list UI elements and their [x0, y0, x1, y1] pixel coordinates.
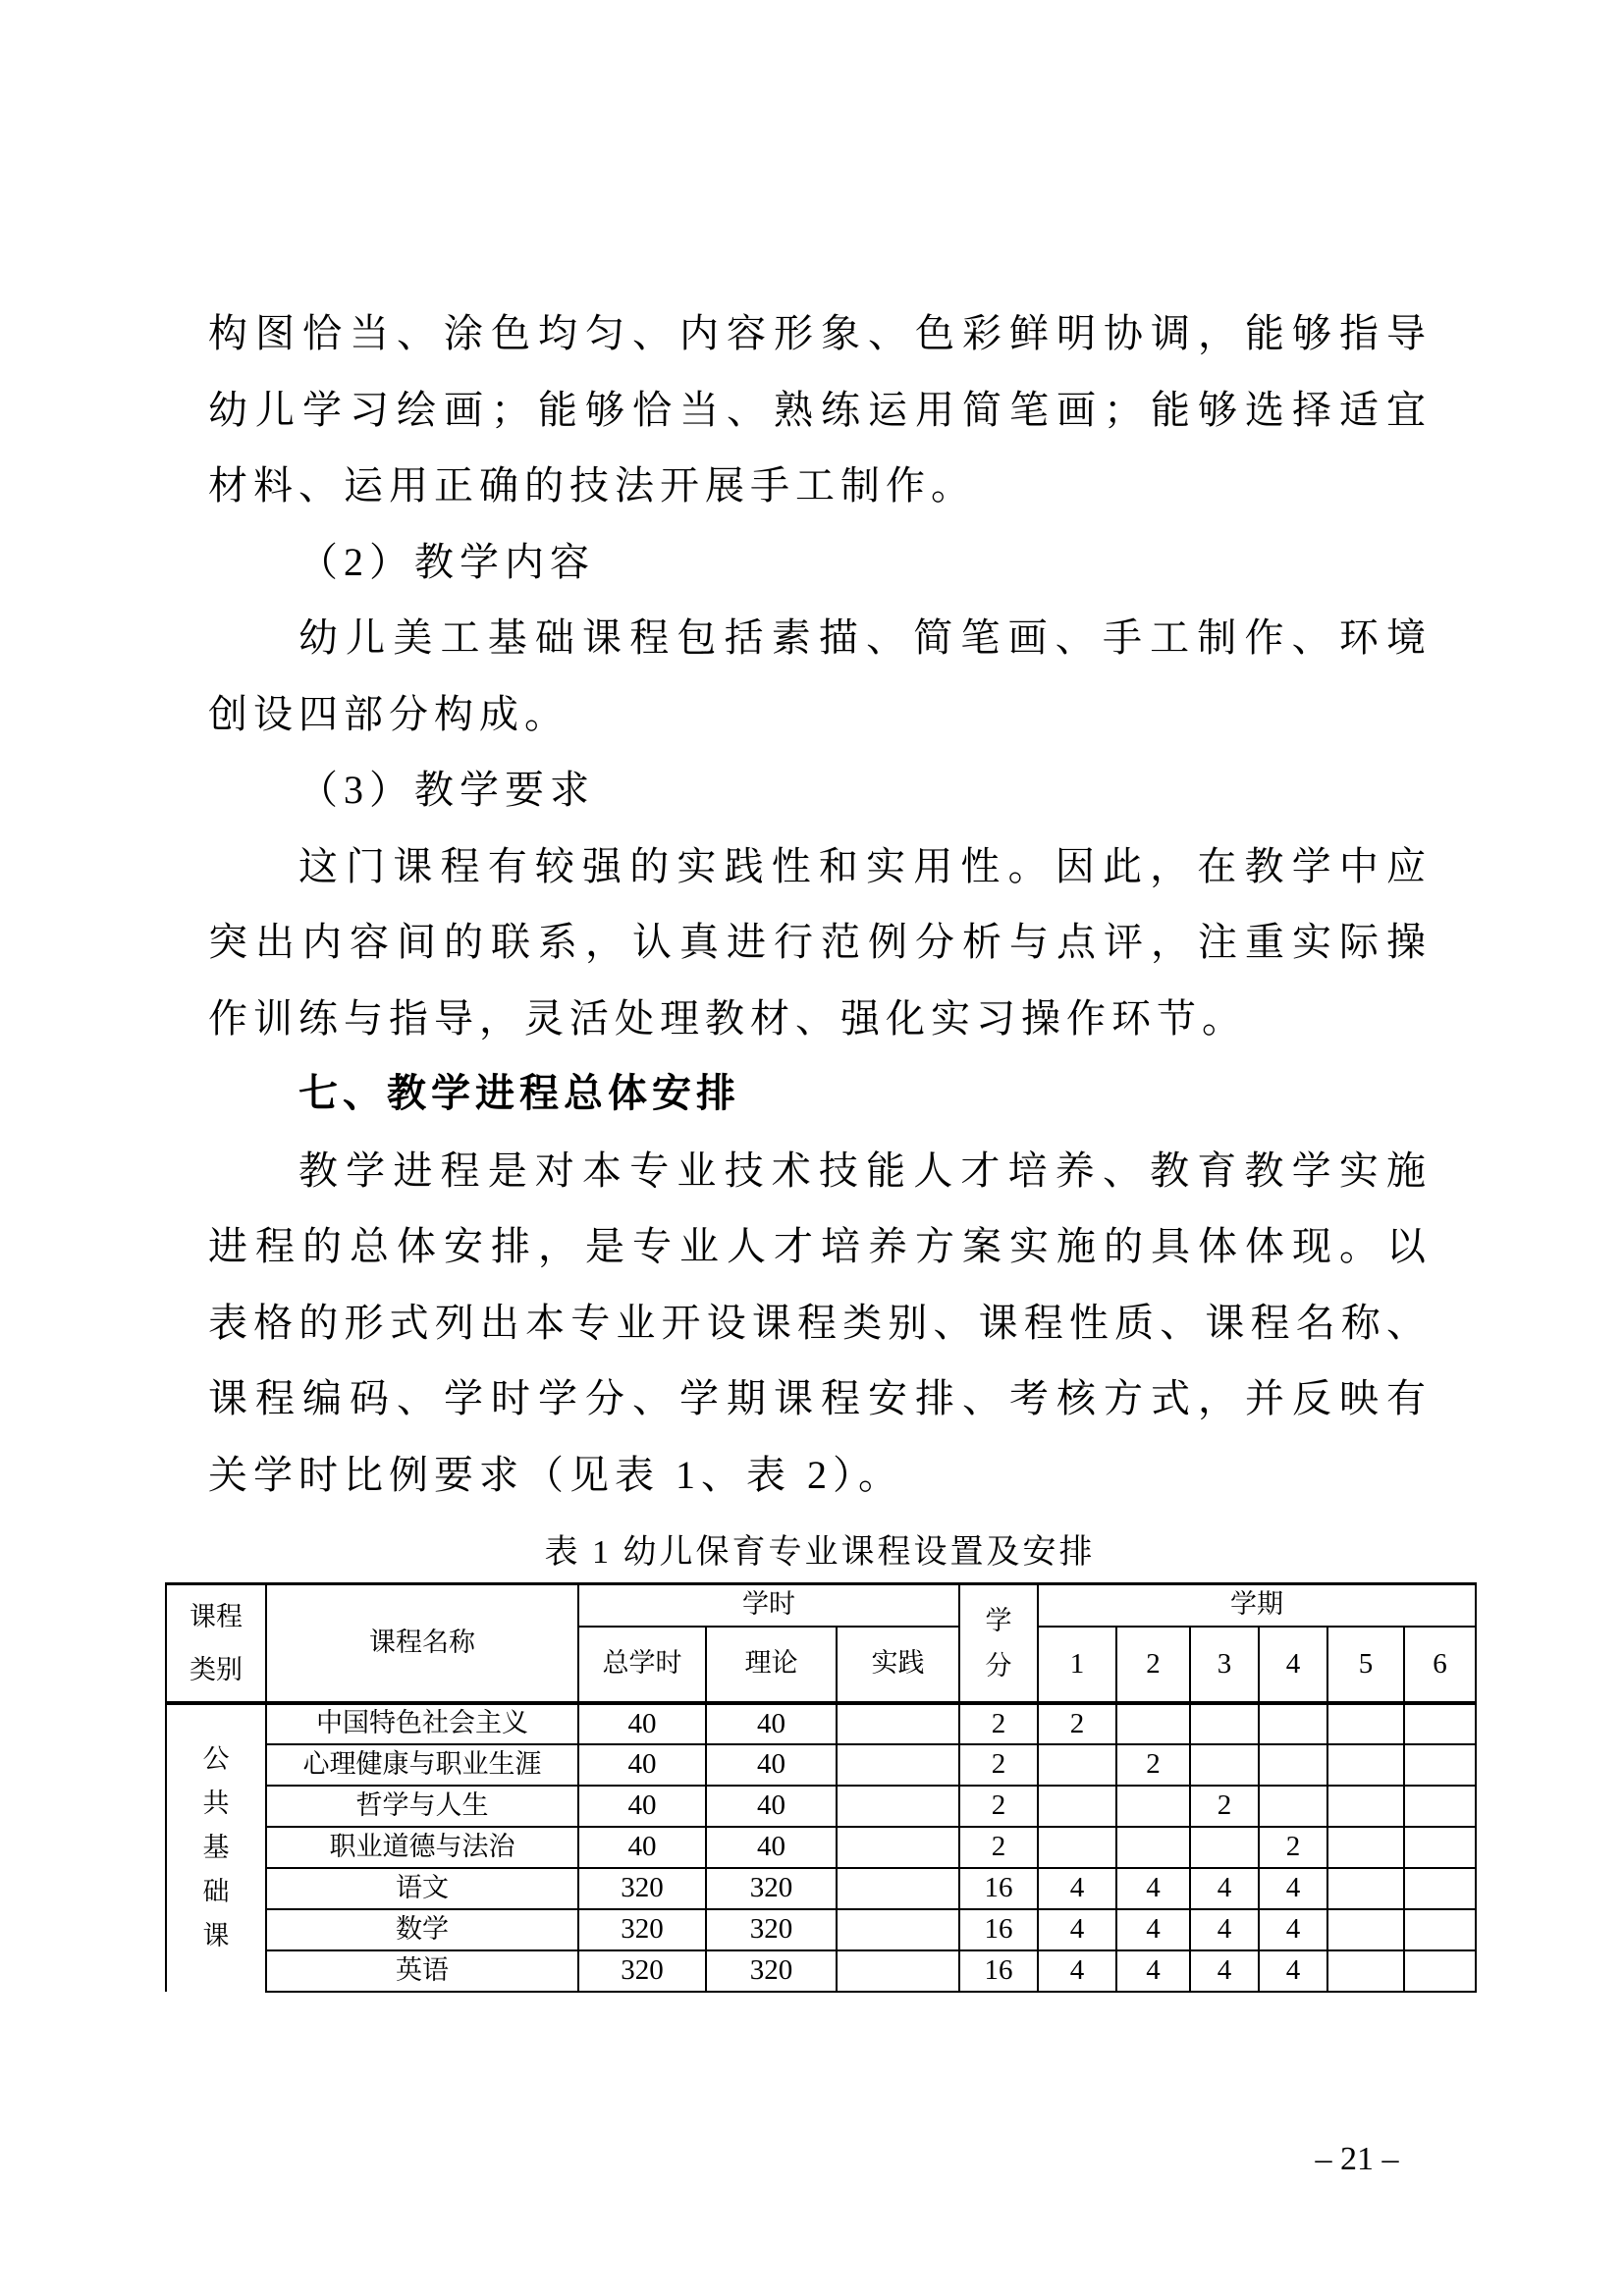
table-row: [166, 1827, 1476, 1868]
cell-sem4: [1259, 1703, 1327, 1744]
cell-sem5: [1327, 1703, 1404, 1744]
table-caption: 表 1 幼儿保育专业课程设置及安排: [544, 1534, 1096, 1571]
cell-credit: 2: [959, 1744, 1038, 1786]
header-semester-5: 5: [1327, 1627, 1404, 1703]
cell-hours-total: 320: [578, 1909, 706, 1950]
cell-sem4: [1259, 1744, 1327, 1786]
header-course-category: [166, 1584, 266, 1703]
table-row: [166, 1950, 1476, 1992]
header-hours-theory: 理论: [706, 1627, 837, 1703]
body-line: 构图恰当、涂色均匀、内容形象、色彩鲜明协调，能够指导: [208, 311, 1432, 355]
cell-sem1: 4: [1038, 1868, 1116, 1909]
cell-sem5: [1327, 1786, 1404, 1827]
body-line: 关学时比例要求（见表 1、表 2）。: [208, 1452, 903, 1497]
cell-sem2: 4: [1116, 1950, 1190, 1992]
cell-sem2: 4: [1116, 1868, 1190, 1909]
cell-course-name: 心理健康与职业生涯: [266, 1744, 578, 1786]
category-char: 础: [202, 1877, 230, 1906]
header-credit: [959, 1584, 1038, 1703]
cell-hours-total: 40: [578, 1703, 706, 1744]
header-semester-group: 学期: [1038, 1584, 1476, 1627]
cell-sem5: [1327, 1868, 1404, 1909]
cell-sem5: [1327, 1827, 1404, 1868]
cell-course-name: 语文: [266, 1868, 578, 1909]
category-char: 基: [202, 1833, 230, 1862]
cell-sem6: [1404, 1827, 1476, 1868]
cell-sem3: 4: [1190, 1950, 1259, 1992]
cell-sem3: 4: [1190, 1868, 1259, 1909]
header-credit-line2: 分: [985, 1650, 1012, 1681]
table-row: [166, 1786, 1476, 1827]
cell-sem6: [1404, 1950, 1476, 1992]
body-line: 创设四部分构成。: [208, 691, 569, 736]
cell-sem1: 4: [1038, 1950, 1116, 1992]
cell-credit: 16: [959, 1868, 1038, 1909]
cell-sem3: [1190, 1703, 1259, 1744]
course-schedule-table: [165, 1582, 1477, 1993]
cell-sem2: [1116, 1786, 1190, 1827]
cell-hours-theory: 40: [706, 1703, 837, 1744]
body-line: （2）教学内容: [298, 539, 595, 584]
cell-hours-theory: 40: [706, 1744, 837, 1786]
header-course-name: 课程名称: [266, 1584, 578, 1703]
table-row: [166, 1868, 1476, 1909]
cell-sem6: [1404, 1909, 1476, 1950]
table-row: [166, 1703, 1476, 1744]
category-cell: [166, 1703, 266, 1992]
cell-course-name: 中国特色社会主义: [266, 1703, 578, 1744]
body-line: 材料、运用正确的技法开展手工制作。: [208, 463, 976, 507]
cell-sem3: [1190, 1744, 1259, 1786]
cell-hours-theory: 320: [706, 1868, 837, 1909]
header-semester-2: 2: [1116, 1627, 1190, 1703]
cell-sem6: [1404, 1744, 1476, 1786]
cell-sem1: [1038, 1786, 1116, 1827]
cell-sem6: [1404, 1786, 1476, 1827]
body-line: 幼儿学习绘画；能够恰当、熟练运用简笔画；能够选择适宜: [208, 387, 1432, 432]
cell-credit: 16: [959, 1909, 1038, 1950]
body-line: 幼儿美工基础课程包括素描、简笔画、手工制作、环境: [298, 615, 1432, 660]
cell-sem1: [1038, 1827, 1116, 1868]
cell-sem2: 4: [1116, 1909, 1190, 1950]
body-line: 这门课程有较强的实践性和实用性。因此，在教学中应: [298, 843, 1432, 888]
body-line: （3）教学要求: [298, 768, 595, 812]
header-semester-1: 1: [1038, 1627, 1116, 1703]
header-semester-3: 3: [1190, 1627, 1259, 1703]
cell-hours-total: 40: [578, 1827, 706, 1868]
cell-hours-practice: [837, 1786, 959, 1827]
body-line: 进程的总体安排，是专业人才培养方案实施的具体体现。以: [208, 1224, 1432, 1268]
cell-hours-theory: 40: [706, 1827, 837, 1868]
cell-sem1: 4: [1038, 1909, 1116, 1950]
body-line: 课程编码、学时学分、学期课程安排、考核方式，并反映有: [208, 1376, 1432, 1420]
page-number: – 21 –: [1315, 2141, 1399, 2177]
table-row: [166, 1909, 1476, 1950]
cell-sem3: 4: [1190, 1909, 1259, 1950]
table-row: [166, 1744, 1476, 1786]
cell-hours-total: 40: [578, 1744, 706, 1786]
body-line: 表格的形式列出本专业开设课程类别、课程性质、课程名称、: [208, 1300, 1432, 1345]
header-semester-4: 4: [1259, 1627, 1327, 1703]
cell-sem6: [1404, 1703, 1476, 1744]
header-semester-6: 6: [1404, 1627, 1476, 1703]
cell-hours-practice: [837, 1703, 959, 1744]
header-course-category-line2: 类别: [189, 1654, 243, 1684]
cell-hours-theory: 320: [706, 1950, 837, 1992]
cell-sem1: [1038, 1744, 1116, 1786]
cell-sem3: 2: [1190, 1786, 1259, 1827]
category-char: 公: [202, 1744, 230, 1774]
section-heading: 七、教学进程总体安排: [298, 1072, 740, 1115]
cell-hours-total: 40: [578, 1786, 706, 1827]
header-hours-total: 总学时: [578, 1627, 706, 1703]
cell-course-name: 哲学与人生: [266, 1786, 578, 1827]
header-course-category-line1: 课程: [189, 1601, 243, 1631]
cell-sem4: 4: [1259, 1868, 1327, 1909]
cell-sem2: [1116, 1703, 1190, 1744]
cell-hours-practice: [837, 1868, 959, 1909]
cell-course-name: 英语: [266, 1950, 578, 1992]
cell-hours-total: 320: [578, 1868, 706, 1909]
body-line: 作训练与指导，灵活处理教材、强化实习操作环节。: [208, 995, 1247, 1041]
cell-credit: 2: [959, 1786, 1038, 1827]
cell-sem5: [1327, 1909, 1404, 1950]
category-char: 课: [202, 1921, 230, 1950]
cell-sem4: [1259, 1786, 1327, 1827]
cell-sem2: 2: [1116, 1744, 1190, 1786]
cell-sem4: 2: [1259, 1827, 1327, 1868]
cell-sem6: [1404, 1868, 1476, 1909]
body-line: 教学进程是对本专业技术技能人才培养、教育教学实施: [298, 1148, 1432, 1193]
cell-hours-practice: [837, 1744, 959, 1786]
cell-hours-practice: [837, 1827, 959, 1868]
header-hours-group: 学时: [578, 1584, 959, 1627]
cell-hours-practice: [837, 1909, 959, 1950]
cell-sem4: 4: [1259, 1909, 1327, 1950]
cell-course-name: 职业道德与法治: [266, 1827, 578, 1868]
cell-hours-practice: [837, 1950, 959, 1992]
cell-credit: 16: [959, 1950, 1038, 1992]
cell-credit: 2: [959, 1827, 1038, 1868]
cell-hours-total: 320: [578, 1950, 706, 1992]
category-char: 共: [202, 1789, 230, 1818]
cell-sem5: [1327, 1744, 1404, 1786]
cell-sem3: [1190, 1827, 1259, 1868]
body-text: [208, 295, 1432, 1513]
body-line: 突出内容间的联系，认真进行范例分析与点评，注重实际操: [208, 920, 1432, 964]
cell-course-name: 数学: [266, 1909, 578, 1950]
cell-hours-theory: 320: [706, 1909, 837, 1950]
cell-sem5: [1327, 1950, 1404, 1992]
cell-sem4: 4: [1259, 1950, 1327, 1992]
cell-sem1: 2: [1038, 1703, 1116, 1744]
header-credit-line1: 学: [985, 1605, 1012, 1635]
header-hours-practice: 实践: [837, 1627, 959, 1703]
cell-hours-theory: 40: [706, 1786, 837, 1827]
cell-sem2: [1116, 1827, 1190, 1868]
cell-credit: 2: [959, 1703, 1038, 1744]
